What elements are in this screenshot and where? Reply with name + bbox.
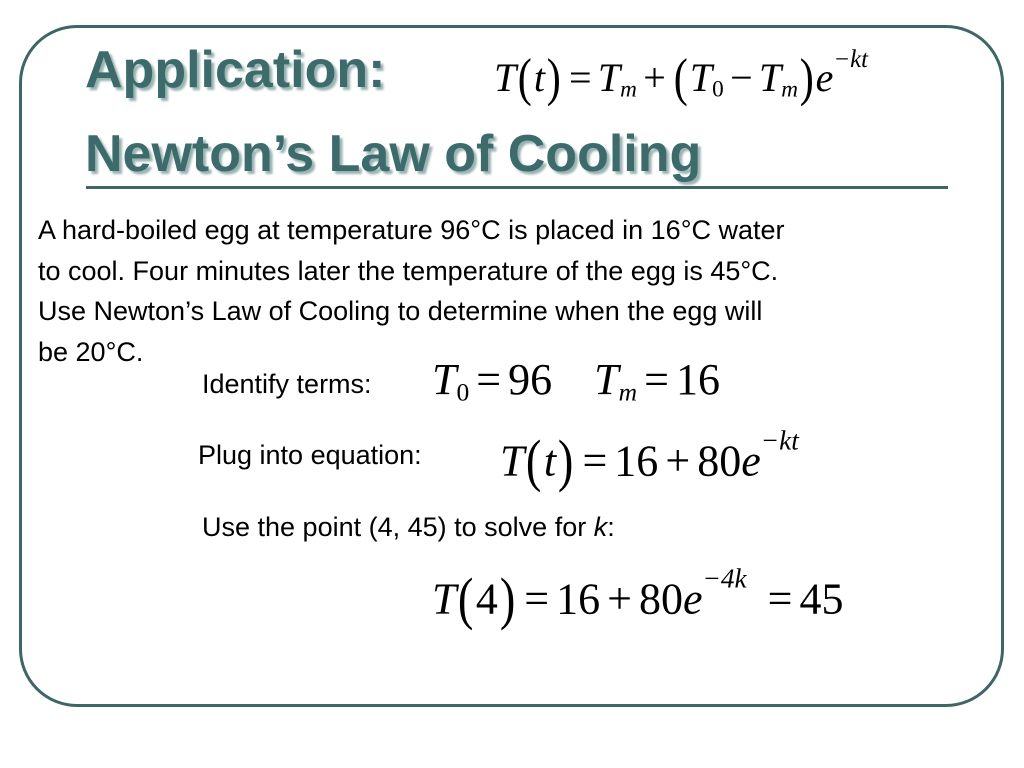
problem-line1: A hard-boiled egg at temperature 96°C is placed in 16°C water: [38, 215, 785, 245]
plug-a: 16: [614, 436, 659, 486]
use-point-var: k: [593, 512, 608, 542]
solve-eq: =: [524, 574, 550, 624]
identify-eq1: =: [476, 355, 502, 404]
solve-rparen: ): [499, 566, 516, 631]
plug-plus: +: [665, 436, 691, 486]
plug-lparen: (: [526, 428, 542, 493]
solve-arg: 4: [475, 574, 498, 624]
solve-equation: [432, 563, 844, 631]
title-divider: [86, 186, 948, 189]
plug-rparen: ): [557, 428, 574, 493]
solve-a: 16: [556, 574, 601, 624]
identify-T0-sub: 0: [456, 377, 470, 407]
identify-terms-math: [432, 355, 720, 407]
problem-line4: be 20°C.: [38, 336, 144, 367]
formula-lparen: (: [518, 49, 533, 107]
formula-minus: −: [730, 54, 753, 100]
plug-equation: [500, 425, 799, 493]
identify-Tm-sub: m: [618, 377, 638, 407]
formula-plus: +: [643, 54, 666, 100]
identify-terms-label: Identify terms:: [202, 369, 372, 399]
formula-Tm2: T: [759, 54, 782, 100]
solve-exponent: −4k: [702, 563, 747, 594]
plug-T: T: [500, 436, 525, 486]
formula-t: t: [533, 54, 545, 100]
plug-eq: =: [582, 436, 608, 486]
solve-b: 80: [638, 574, 683, 624]
formula-Tm-sub: m: [620, 76, 637, 103]
formula-Tm2-sub: m: [781, 76, 799, 103]
formula-T: T: [494, 54, 517, 100]
formula-Tm: T: [597, 54, 621, 100]
identify-Tm-value: 16: [675, 355, 720, 404]
solve-T: T: [432, 574, 457, 624]
plug-label: Plug into equation:: [198, 440, 422, 470]
identify-eq2: =: [644, 355, 669, 404]
formula-exponent: −kt: [833, 46, 869, 74]
use-point-suffix: :: [607, 512, 615, 542]
title-formula: [494, 46, 869, 107]
formula-T0: T: [689, 54, 713, 100]
solve-eq2: =: [767, 574, 793, 624]
use-point-label: [202, 514, 615, 541]
formula-lparen2: (: [674, 49, 689, 107]
slide-title-line1: Application:: [85, 41, 386, 99]
plug-e: e: [741, 436, 761, 486]
solve-e: e: [682, 574, 703, 624]
formula-eq: =: [568, 54, 592, 100]
identify-T0: T: [432, 355, 457, 404]
formula-T0-sub: 0: [712, 76, 724, 103]
problem-line2: to cool. Four minutes later the temperature of the egg is 45°C.: [38, 255, 779, 286]
problem-line3: Use Newton’s Law of Cooling to determine when the egg will: [38, 296, 763, 326]
solve-result: 45: [799, 574, 844, 624]
plug-b: 80: [697, 436, 742, 486]
problem-text: [38, 210, 1008, 372]
formula-e: e: [815, 54, 834, 100]
slide-title-line2: Newton’s Law of Cooling: [85, 125, 702, 183]
plug-exponent: −kt: [760, 425, 799, 456]
use-point-prefix: Use the point (4, 45) to solve for: [202, 512, 594, 542]
solve-plus: +: [607, 574, 632, 624]
plug-t: t: [543, 436, 557, 486]
identify-Tm: T: [594, 355, 619, 404]
identify-T0-value: 96: [508, 355, 553, 404]
formula-rparen: ): [546, 49, 561, 107]
formula-rparen2: ): [799, 49, 814, 107]
solve-lparen: (: [458, 566, 474, 631]
